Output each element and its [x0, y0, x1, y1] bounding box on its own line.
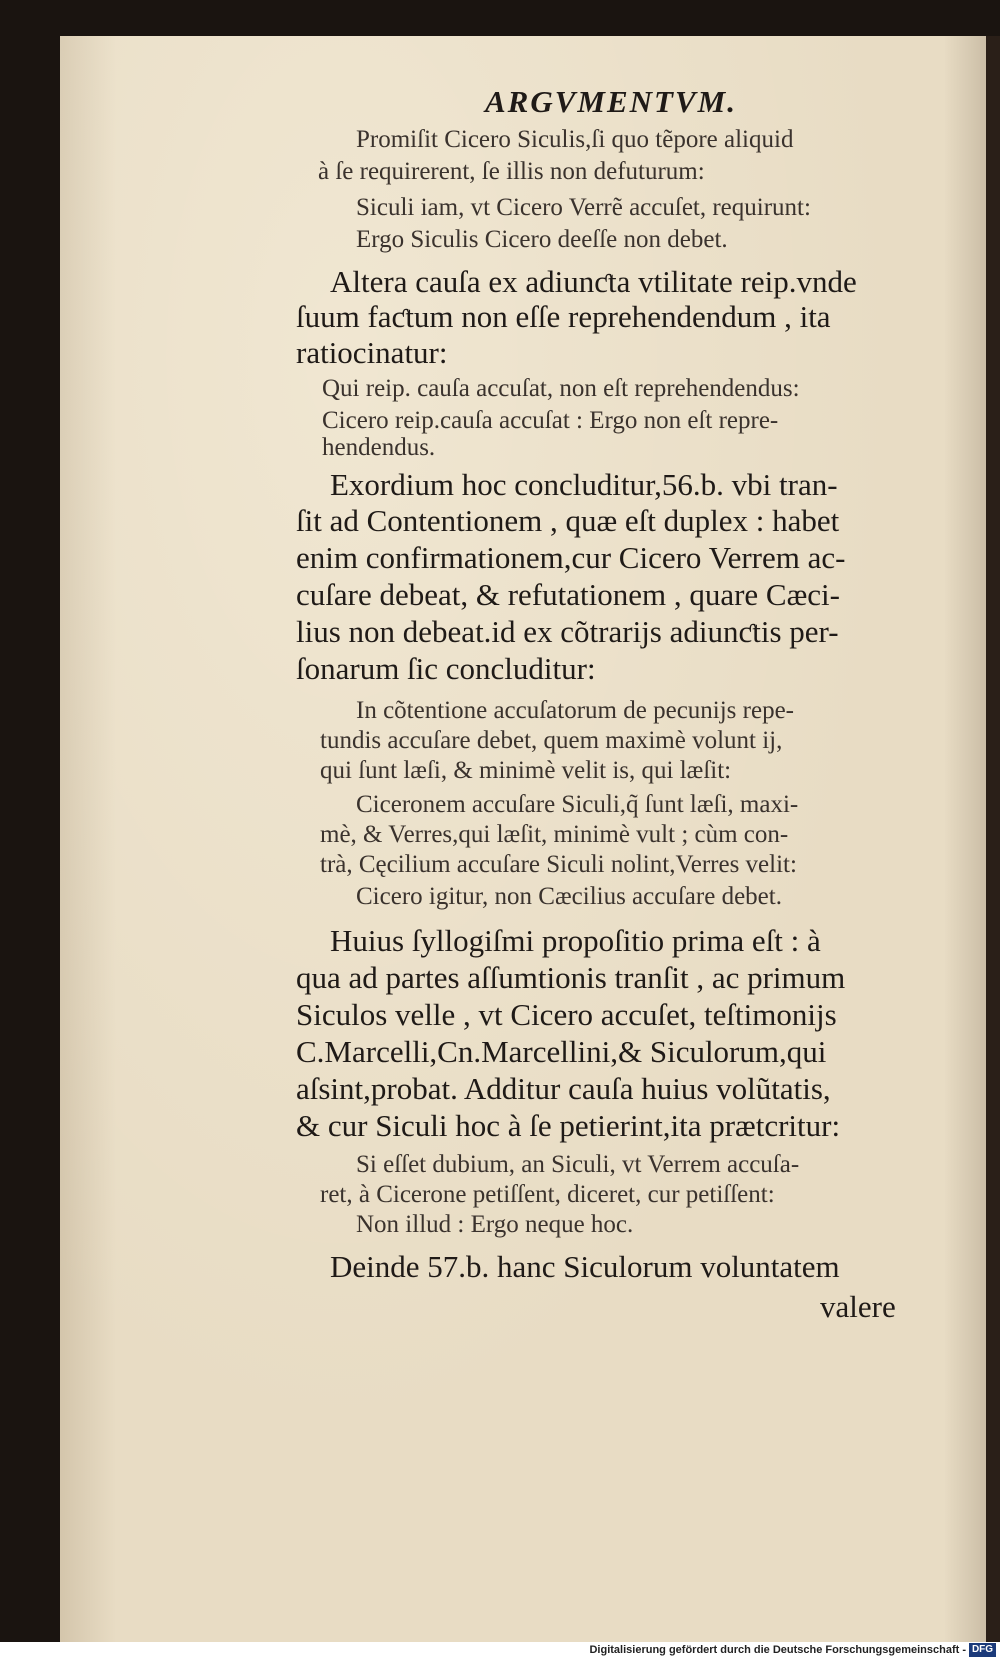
text-line: Huius ſyllogiſmi propoſitio prima eſt : à — [330, 923, 821, 958]
text-line: Siculi iam, vt Cicero Verrẽ accuſet, requirunt: — [356, 194, 811, 221]
text-line: cuſare debeat, & refutationem , quare Cæci- — [296, 577, 840, 612]
text-line: Deinde 57.b. hanc Siculorum voluntatem — [330, 1249, 840, 1284]
text-line: qua ad partes aſſumtionis tranſit , ac primum — [296, 960, 846, 995]
text-line: ſit ad Contentionem , quæ eſt duplex : habet — [296, 503, 840, 538]
text-line: Ciceronem accuſare Siculi,q̃ ſunt læſi, maxi- — [356, 791, 799, 818]
text-line: ſonarum ſic concluditur: — [296, 651, 596, 686]
dfg-logo: DFG — [969, 1643, 996, 1657]
text-line: trà, Cęcilium accuſare Siculi nolint,Verres velit: — [320, 851, 797, 878]
page-heading: ARGVMENTVM. — [485, 84, 737, 119]
footer-credit: Digitalisierung gefördert durch die Deutsche Forschungsgemeinschaft - — [589, 1644, 966, 1656]
text-line: lius non debeat.id ex cõtrarijs adiunƈtis per- — [296, 614, 839, 649]
text-line: Cicero reip.cauſa accuſat : Ergo non eſt repre- — [322, 407, 779, 434]
text-line: valere — [820, 1289, 896, 1324]
text-line: Qui reip. cauſa accuſat, non eſt reprehendendus: — [322, 375, 800, 402]
page-edge — [986, 36, 1000, 1642]
text-line: ret, à Cicerone petiſſent, diceret, cur petiſſent: — [320, 1181, 775, 1208]
text-line: tundis accuſare debet, quem maximè volunt ij, — [320, 727, 783, 754]
text-line: C.Marcelli,Cn.Marcellini,& Siculorum,qui — [296, 1034, 827, 1069]
text-line: ſuum faƈtum non eſſe reprehendendum , ita — [296, 299, 831, 334]
text-line: Ergo Siculis Cicero deeſſe non debet. — [356, 226, 728, 253]
text-line: qui ſunt læſi, & minimè velit is, qui læſit: — [320, 757, 732, 784]
text-line: & cur Siculi hoc à ſe petierint,ita prætcritur: — [296, 1108, 841, 1143]
text-line: ratiocinatur: — [296, 335, 448, 370]
text-line: aſsint,probat. Additur cauſa huius volũtatis, — [296, 1071, 831, 1106]
text-line: Si eſſet dubium, an Siculi, vt Verrem accuſa- — [356, 1151, 800, 1178]
text-line: Siculos velle , vt Cicero accuſet, teſtimonijs — [296, 997, 837, 1032]
text-line: Exordium hoc concluditur,56.b. vbi tran- — [330, 467, 838, 502]
text-line: In cõtentione accuſatorum de pecunijs repe- — [356, 697, 795, 724]
text-line: Altera cauſa ex adiunƈta vtilitate reip.vnde — [330, 264, 857, 299]
text-line: Promiſit Cicero Siculis,ſi quo tẽpore aliquid — [356, 126, 794, 153]
text-line: Cicero igitur, non Cæcilius accuſare debet. — [356, 883, 782, 910]
text-line: mè, & Verres,qui læſit, minimè vult ; cùm con- — [320, 821, 789, 848]
footer-bar — [0, 1642, 1000, 1659]
text-line: hendendus. — [322, 434, 436, 461]
text-line: à ſe requirerent, ſe illis non defuturum: — [318, 158, 705, 185]
text-line: enim confirmationem,cur Cicero Verrem ac- — [296, 540, 846, 575]
text-line: Non illud : Ergo neque hoc. — [356, 1211, 634, 1238]
